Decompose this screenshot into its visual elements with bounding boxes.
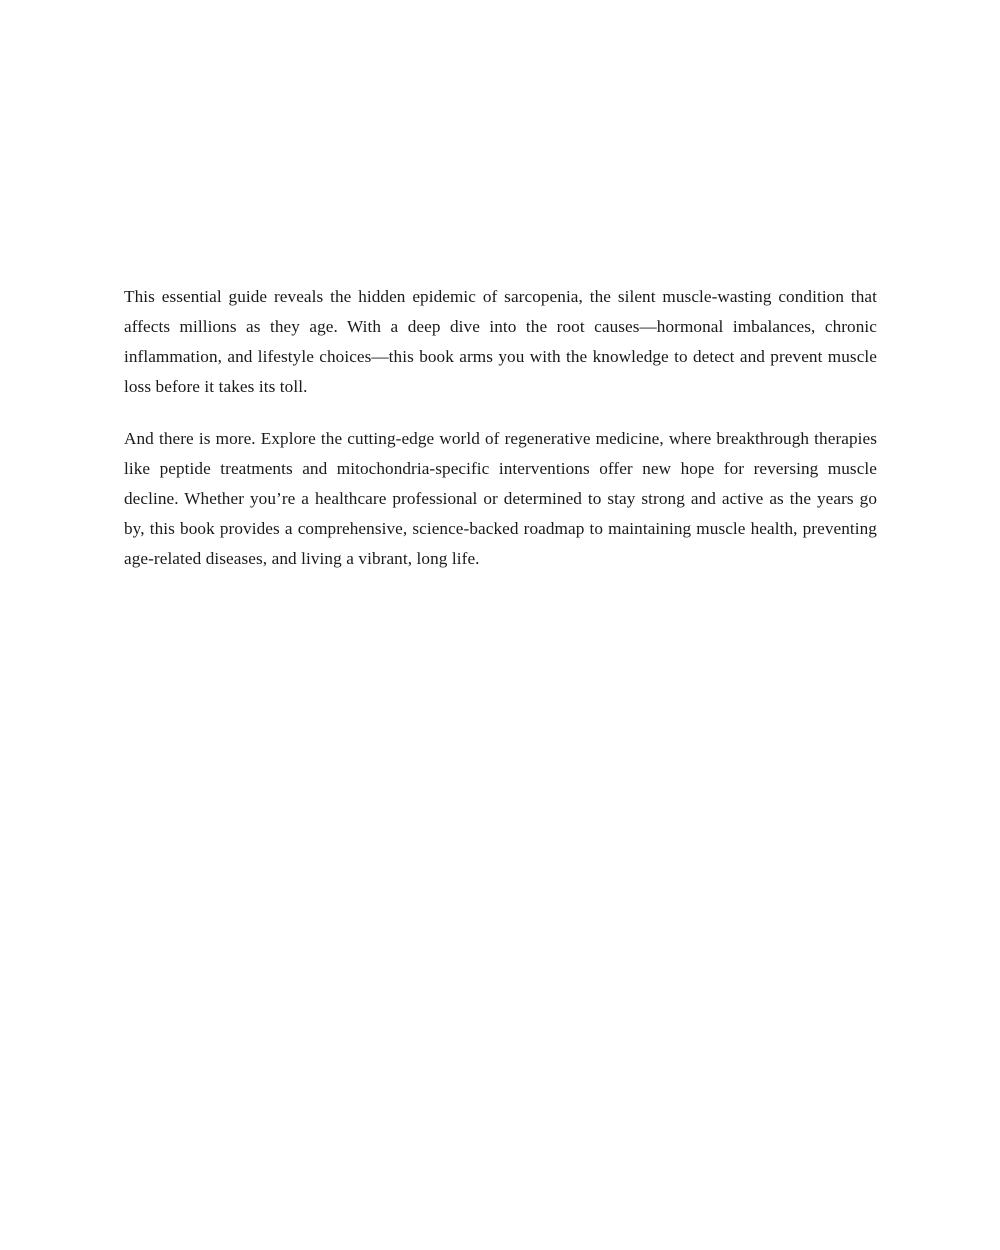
paragraph-1: This essential guide reveals the hidden epidemic of sarcopenia, the silent muscle-wasting condition that affects millions as they age. With a deep dive into the root causes—hormonal imbalances, chronic inflammation, and lifestyle choices—this book arms you with the knowledge to detect and prevent muscle loss before it takes its toll. <box>124 287 877 396</box>
paragraph-2: And there is more. Explore the cutting-edge world of regenerative medicine, where breakthrough therapies like peptide treatments and mitochondria-specific interventions offer new hope for reversing muscle decline. Whether you’re a healthcare professional or determined to stay strong and active as the years go by, this book provides a comprehensive, science-backed roadmap to maintaining muscle health, preventing age-related diseases, and living a vibrant, long life. <box>124 429 877 568</box>
body-text-block <box>124 282 877 574</box>
